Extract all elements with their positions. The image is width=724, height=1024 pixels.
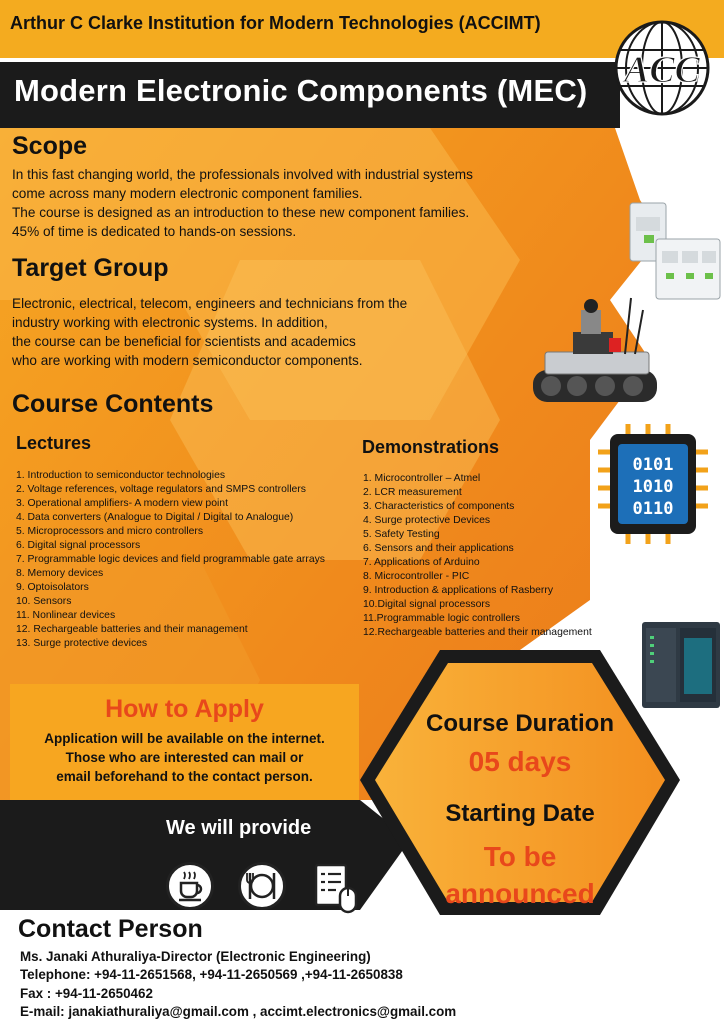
apply-line: Those who are interested can mail or — [65, 750, 304, 765]
target-line: industry working with electronic systems. In addition, — [12, 315, 328, 330]
demo-item: 4. Surge protective Devices — [363, 515, 491, 526]
demonstrations-list — [363, 472, 592, 640]
target-line: the course can be beneficial for scientists and academics — [12, 334, 356, 349]
starting-date-line: announced — [445, 878, 595, 909]
lecture-item: 7. Programmable logic devices and field programmable gate arrays — [16, 554, 325, 565]
lecture-item: 8. Memory devices — [16, 568, 104, 579]
lecture-item: 5. Microprocessors and micro controllers — [16, 526, 204, 537]
lecture-item: 6. Digital signal processors — [16, 540, 141, 551]
contact-fax: Fax : +94-11-2650462 — [20, 986, 153, 1001]
lecture-item: 4. Data converters (Analogue to Digital / Digital to Analogue) — [16, 512, 294, 523]
course-duration-value: 05 days — [468, 746, 572, 777]
starting-date-value — [380, 838, 660, 912]
target-line: who are working with modern semiconductor components. — [12, 353, 363, 368]
demo-item: 3. Characteristics of components — [363, 501, 515, 512]
lecture-item: 1. Introduction to semiconductor technologies — [16, 470, 226, 481]
surge-protector-image — [622, 195, 722, 305]
target-group-text — [12, 294, 407, 370]
scope-line: The course is designed as an introduction to these new component families. — [12, 205, 470, 220]
course-duration-heading: Course Duration — [425, 710, 614, 737]
meal-plate-icon — [238, 862, 286, 910]
starting-date-line: To be — [483, 841, 557, 872]
demo-item: 10.Digital signal processors — [363, 599, 491, 610]
course-contents-heading: Course Contents — [12, 390, 214, 418]
how-to-apply-heading: How to Apply — [105, 695, 264, 723]
apply-line: Application will be available on the internet. — [44, 731, 325, 746]
contact-person-heading: Contact Person — [18, 915, 203, 943]
document-mouse-icon — [312, 862, 360, 914]
course-title: Modern Electronic Components (MEC) — [14, 73, 588, 108]
contact-email[interactable]: E-mail: janakiathuraliya@gmail.com , accimt.electronics@gmail.com — [20, 1004, 457, 1019]
lecture-item: 9. Optoisolators — [16, 582, 89, 593]
scope-text — [12, 165, 473, 241]
demo-item: 7. Applications of Arduino — [363, 557, 480, 568]
starting-date-heading: Starting Date — [445, 800, 595, 827]
apply-line: email beforehand to the contact person. — [56, 769, 313, 784]
target-line: Electronic, electrical, telecom, engineers and technicians from the — [12, 296, 408, 311]
lecture-item: 3. Operational amplifiers- A modern view point — [16, 498, 228, 509]
lecture-item: 11. Nonlinear devices — [16, 610, 116, 621]
chip-line: 0110 — [632, 499, 674, 519]
demo-item: 9. Introduction & applications of Rasberry — [363, 585, 554, 596]
we-will-provide-heading: We will provide — [166, 817, 312, 839]
scope-line: come across many modern electronic component families. — [12, 186, 363, 201]
provided-icons — [166, 862, 366, 918]
how-to-apply-text — [10, 729, 359, 786]
scope-heading: Scope — [12, 132, 88, 160]
scope-line: In this fast changing world, the professionals involved with industrial systems — [12, 167, 473, 182]
lecture-item: 2. Voltage references, voltage regulators and SMPS controllers — [16, 484, 306, 495]
demo-item: 1. Microcontroller – Atmel — [363, 473, 481, 484]
institution-name: Arthur C Clarke Institution for Modern Technologies (ACCIMT) — [10, 13, 541, 33]
plc-module-image — [640, 618, 722, 712]
chip-binary-image — [598, 424, 708, 544]
target-group-heading: Target Group — [12, 254, 169, 282]
lecture-item: 10. Sensors — [16, 596, 72, 607]
demo-item: 8. Microcontroller - PIC — [363, 571, 470, 582]
accimt-logo — [612, 18, 712, 118]
demo-item: 5. Safety Testing — [363, 529, 440, 540]
lecture-item: 13. Surge protective devices — [16, 638, 148, 649]
demonstrations-heading: Demonstrations — [362, 437, 500, 457]
chip-line: 0101 — [632, 455, 674, 475]
contact-telephone: Telephone: +94-11-2651568, +94-11-2650569 ,+94-11-2650838 — [20, 967, 403, 982]
demo-item: 6. Sensors and their applications — [363, 543, 514, 554]
coffee-cup-icon — [166, 862, 214, 910]
robot-rover-image — [525, 292, 665, 422]
demo-item: 11.Programmable logic controllers — [363, 613, 520, 624]
scope-line: 45% of time is dedicated to hands-on sessions. — [12, 224, 297, 239]
lecture-item: 12. Rechargeable batteries and their management — [16, 624, 248, 635]
demo-item: 12.Rechargeable batteries and their management — [363, 627, 592, 638]
lectures-list — [16, 469, 325, 651]
demo-item: 2. LCR measurement — [363, 487, 462, 498]
contact-name: Ms. Janaki Athuraliya-Director (Electronic Engineering) — [20, 949, 371, 964]
lectures-heading: Lectures — [16, 433, 92, 453]
chip-line: 1010 — [632, 477, 674, 497]
logo-text: ACC — [623, 49, 701, 91]
